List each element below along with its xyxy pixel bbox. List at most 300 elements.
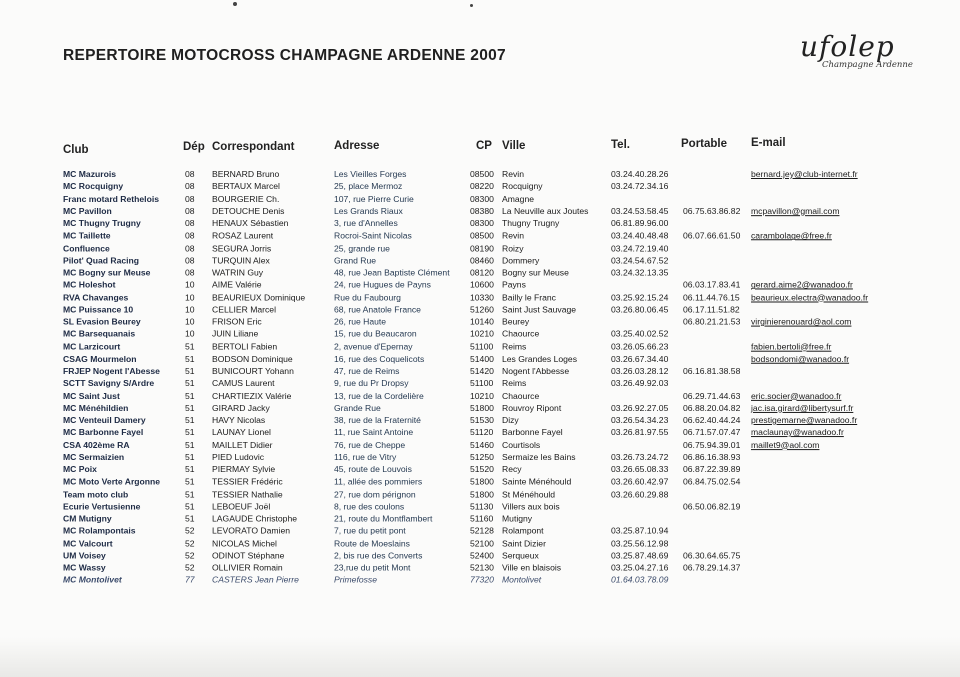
page-shadow (0, 637, 960, 677)
code-postal: 08190 (470, 242, 494, 253)
correspondant: HAVY Nicolas (212, 415, 266, 425)
telephone: 03.24.72.19.40 (611, 242, 669, 253)
telephone: 03.25.40.02.52 (611, 328, 669, 339)
portable: 06.78.29.14.37 (683, 562, 741, 573)
ville: St Ménéhould (502, 488, 556, 499)
adresse: 16, rue des Coquelicots (334, 353, 425, 364)
header-tel: Tel. (611, 139, 630, 151)
telephone: 03.26.49.92.03 (611, 378, 669, 389)
code-postal: 51100 (470, 378, 494, 389)
departement: 08 (185, 193, 195, 204)
telephone: 03.26.03.28.12 (611, 365, 669, 376)
adresse: 26, rue Haute (334, 316, 387, 327)
code-postal: 51520 (470, 464, 494, 475)
departement: 51 (185, 501, 195, 512)
ville: Bailly le Franc (502, 292, 556, 302)
ville: Reims (502, 378, 527, 389)
correspondant: CASTERS Jean Pierre (212, 574, 299, 585)
adresse: 11, rue Saint Antoine (334, 427, 414, 438)
correspondant: TESSIER Nathalie (212, 488, 283, 499)
departement: 51 (185, 488, 195, 499)
telephone: 03.25.04.27.16 (611, 562, 669, 573)
club-name: CM Mutigny (63, 513, 112, 524)
telephone: 03.25.87.10.94 (611, 525, 669, 536)
telephone: 03.24.72.34.16 (611, 181, 669, 192)
table-row (0, 488, 960, 500)
ville: Ville en blaisois (502, 562, 562, 573)
portable: 06.75.63.86.82 (683, 205, 741, 216)
email-link[interactable]: gerard.aime2@wanadoo.fr (751, 279, 853, 290)
correspondant: HENAUX Sébastien (212, 218, 289, 229)
club-name: CSAG Mourmelon (63, 353, 137, 364)
table-row (0, 439, 960, 451)
punch-mark (470, 4, 473, 7)
email-link[interactable]: jac.isa.girard@libertysurf.fr (751, 402, 854, 413)
email-link[interactable]: maillet9@aol.com (751, 439, 820, 450)
telephone: 03.25.56.12.98 (611, 538, 669, 548)
code-postal: 51100 (470, 341, 494, 352)
header-ville: Ville (502, 140, 526, 152)
departement: 08 (185, 205, 195, 216)
correspondant: BODSON Dominique (212, 353, 293, 364)
club-name: MC Venteuil Damery (63, 415, 146, 425)
table-row (0, 168, 960, 180)
departement: 51 (185, 390, 195, 401)
email-link[interactable]: bernard.jey@club-internet.fr (751, 169, 858, 179)
ville: Sermaize les Bains (502, 451, 576, 462)
table-row (0, 254, 960, 266)
code-postal: 08460 (470, 255, 494, 266)
club-name: MC Ménéhildien (63, 402, 129, 413)
portable: 06.62.40.44.24 (683, 415, 741, 425)
club-name: Pilot' Quad Racing (63, 255, 140, 266)
header-dep: Dép (183, 141, 205, 153)
club-name: MC Puissance 10 (63, 304, 134, 315)
table-row (0, 389, 960, 401)
ville: Beurey (502, 316, 530, 327)
ville: Serqueux (502, 550, 539, 561)
ville: Les Grandes Loges (502, 353, 578, 364)
departement: 08 (185, 169, 195, 179)
adresse: 2, bis rue des Converts (334, 550, 423, 561)
ufolep-logo (800, 30, 930, 80)
adresse: 68, rue Anatole France (334, 304, 421, 315)
adresse: 107, rue Pierre Curie (334, 193, 414, 204)
correspondant: FRISON Eric (212, 316, 262, 327)
table-row (0, 193, 960, 205)
ville: Dommery (502, 255, 540, 266)
ville: Villers aux bois (502, 501, 560, 512)
ville: Amagne (502, 193, 535, 204)
adresse: 25, place Mermoz (334, 181, 403, 192)
correspondant: BERNARD Bruno (212, 169, 280, 179)
departement: 51 (185, 341, 195, 352)
telephone: 03.26.80.06.45 (611, 304, 669, 315)
ville: Rocquigny (502, 181, 543, 192)
code-postal: 08300 (470, 193, 494, 204)
departement: 77 (185, 574, 195, 585)
correspondant: TURQUIN Alex (212, 255, 270, 266)
header-email: E-mail (751, 137, 786, 149)
club-name: Confluence (63, 242, 110, 253)
page-title: REPERTOIRE MOTOCROSS CHAMPAGNE ARDENNE 2007 (63, 47, 506, 64)
code-postal: 52100 (470, 538, 494, 548)
code-postal: 10330 (470, 292, 494, 302)
adresse: 11, allée des pommiers (334, 476, 423, 487)
correspondant: NICOLAS Michel (212, 538, 277, 548)
adresse: Grande Rue (334, 402, 381, 413)
email-link[interactable]: mcpavillon@gmail.com (751, 205, 840, 216)
portable: 06.17.11.51.82 (683, 304, 740, 315)
correspondant: JUIN Liliane (212, 328, 259, 339)
telephone: 03.26.67.34.40 (611, 353, 669, 364)
email-link[interactable]: virginierenouard@aol.com (751, 316, 852, 327)
code-postal: 77320 (470, 574, 494, 585)
telephone: 03.25.87.48.69 (611, 550, 669, 561)
club-name: MC Thugny Trugny (63, 218, 141, 229)
code-postal: 51530 (470, 415, 494, 425)
departement: 51 (185, 464, 195, 475)
club-name: Team moto club (63, 488, 129, 499)
departement: 52 (185, 562, 195, 573)
code-postal: 08500 (470, 230, 494, 241)
departement: 51 (185, 402, 195, 413)
telephone: 03.26.05.66.23 (611, 341, 669, 352)
code-postal: 08500 (470, 169, 494, 179)
departement: 10 (185, 328, 195, 339)
telephone: 03.24.53.58.45 (611, 205, 669, 216)
correspondant: MAILLET Didier (212, 439, 273, 450)
ville: Montolivet (502, 574, 542, 585)
ville: Saint Just Sauvage (502, 304, 577, 315)
code-postal: 51800 (470, 488, 494, 499)
departement: 52 (185, 538, 195, 548)
departement: 51 (185, 439, 195, 450)
correspondant: CAMUS Laurent (212, 378, 275, 389)
club-name: MC Pavillon (63, 205, 112, 216)
correspondant: BOURGERIE Ch. (212, 193, 280, 204)
code-postal: 51260 (470, 304, 494, 315)
table-row (0, 205, 960, 217)
correspondant: LAGAUDE Christophe (212, 513, 298, 524)
ville: Sainte Ménéhould (502, 476, 572, 487)
correspondant: BERTOLI Fabien (212, 341, 278, 352)
email-link[interactable]: fabien.bertoli@free.fr (751, 341, 832, 352)
adresse: 9, rue du Pr Dropsy (334, 378, 409, 389)
portable: 06.80.21.21.53 (683, 316, 741, 327)
code-postal: 08300 (470, 218, 494, 229)
club-name: MC Sermaizien (63, 451, 125, 462)
correspondant: GIRARD Jacky (212, 402, 270, 413)
code-postal: 52128 (470, 525, 494, 536)
ville: Payns (502, 279, 526, 290)
email-link[interactable]: carambolage@free.fr (751, 230, 832, 241)
club-name: MC Barbonne Fayel (63, 427, 144, 438)
adresse: 3, rue d'Annelles (334, 218, 398, 229)
adresse: 13, rue de la Cordelière (334, 390, 424, 401)
adresse: Primefosse (334, 574, 377, 585)
table-row (0, 377, 960, 389)
code-postal: 52130 (470, 562, 494, 573)
ville: Bogny sur Meuse (502, 267, 569, 278)
punch-mark (233, 2, 237, 6)
adresse: 24, rue Hugues de Payns (334, 279, 431, 290)
adresse: Route de Moeslains (334, 538, 410, 548)
club-name: MC Bogny sur Meuse (63, 267, 151, 278)
adresse: 27, rue dom pérignon (334, 488, 416, 499)
correspondant: BEAURIEUX Dominique (212, 292, 306, 302)
table-row (0, 230, 960, 242)
ville: Rouvroy Ripont (502, 402, 562, 413)
portable: 06.29.71.44.63 (683, 390, 741, 401)
email-link[interactable]: bodsondomi@wanadoo.fr (751, 353, 850, 364)
departement: 51 (185, 427, 195, 438)
correspondant: BUNICOURT Yohann (212, 365, 294, 376)
correspondant: ODINOT Stéphane (212, 550, 285, 561)
portable: 06.30.64.65.75 (683, 550, 741, 561)
email-link[interactable]: beaurieux.electra@wanadoo.fr (751, 292, 869, 302)
header-club: Club (63, 144, 89, 156)
departement: 51 (185, 513, 195, 524)
table-row (0, 217, 960, 229)
departement: 08 (185, 255, 195, 266)
table-row (0, 402, 960, 414)
portable: 06.50.06.82.19 (683, 501, 741, 512)
adresse: Les Grands Riaux (334, 205, 403, 216)
portable: 06.88.20.04.82 (683, 402, 741, 413)
adresse: 45, route de Louvois (334, 464, 412, 475)
telephone: 03.26.60.29.88 (611, 488, 669, 499)
club-name: MC Rocquigny (63, 181, 124, 192)
telephone: 03.26.73.24.72 (611, 451, 669, 462)
correspondant: LEBOEUF Joël (212, 501, 271, 512)
correspondant: OLLIVIER Romain (212, 562, 283, 573)
table-row (0, 353, 960, 365)
club-name: Ecurie Vertusienne (63, 501, 141, 512)
adresse: Grand Rue (334, 255, 377, 266)
departement: 51 (185, 415, 195, 425)
code-postal: 08220 (470, 181, 494, 192)
club-name: MC Holeshot (63, 279, 116, 290)
ville: Barbonne Fayel (502, 427, 563, 438)
telephone: 03.24.40.28.26 (611, 169, 669, 179)
table-row (0, 500, 960, 512)
adresse: 25, grande rue (334, 242, 390, 253)
header-adresse: Adresse (334, 140, 380, 152)
telephone: 03.24.32.13.35 (611, 267, 669, 278)
table-row (0, 463, 960, 475)
email-link[interactable]: maclaunay@wanadoo.fr (751, 427, 844, 438)
correspondant: CELLIER Marcel (212, 304, 276, 315)
code-postal: 10600 (470, 279, 494, 290)
club-name: MC Moto Verte Argonne (63, 476, 161, 487)
departement: 10 (185, 292, 195, 302)
adresse: Rue du Faubourg (334, 292, 401, 302)
adresse: 8, rue des coulons (334, 501, 405, 512)
table-row (0, 512, 960, 524)
ville: Chaource (502, 390, 540, 401)
ville: Recy (502, 464, 522, 475)
club-name: SL Evasion Beurey (63, 316, 141, 327)
telephone: 03.26.65.08.33 (611, 464, 669, 475)
table-row (0, 476, 960, 488)
adresse: 15, rue du Beaucaron (334, 328, 417, 339)
table-row (0, 279, 960, 291)
correspondant: PIERMAY Sylvie (212, 464, 276, 475)
club-name: MC Valcourt (63, 538, 113, 548)
portable: 06.84.75.02.54 (683, 476, 741, 487)
ville: Nogent l'Abbesse (502, 365, 570, 376)
telephone: 03.26.54.34.23 (611, 415, 669, 425)
ville: Chaource (502, 328, 540, 339)
code-postal: 51460 (470, 439, 494, 450)
club-name: MC Saint Just (63, 390, 120, 401)
departement: 10 (185, 304, 195, 315)
correspondant: PIED Ludovic (212, 451, 265, 462)
adresse: 23,rue du petit Mont (334, 562, 411, 573)
departement: 51 (185, 476, 195, 487)
departement: 51 (185, 451, 195, 462)
club-name: RVA Chavanges (63, 292, 129, 302)
club-name: CSA 402ème RA (63, 439, 130, 450)
adresse: 21, route du Montflambert (334, 513, 433, 524)
departement: 08 (185, 242, 195, 253)
telephone: 03.25.92.15.24 (611, 292, 669, 302)
table-row (0, 574, 960, 586)
ville: Roizy (502, 242, 524, 253)
departement: 52 (185, 525, 195, 536)
table-row (0, 537, 960, 549)
departement: 51 (185, 365, 195, 376)
correspondant: CHARTIEZIX Valérie (212, 390, 292, 401)
table-row (0, 562, 960, 574)
ville: Revin (502, 169, 524, 179)
portable: 06.75.94.39.01 (683, 439, 741, 450)
directory-table (0, 168, 960, 585)
portable: 06.07.66.61.50 (683, 230, 741, 241)
code-postal: 08380 (470, 205, 494, 216)
departement: 10 (185, 279, 195, 290)
telephone: 03.26.60.42.97 (611, 476, 669, 487)
adresse: 2, avenue d'Epernay (334, 341, 413, 352)
ville: Rolampont (502, 525, 544, 536)
telephone: 03.26.92.27.05 (611, 402, 669, 413)
correspondant: BERTAUX Marcel (212, 181, 280, 192)
club-name: MC Barsequanais (63, 328, 136, 339)
adresse: 116, rue de Vitry (334, 451, 397, 462)
table-row (0, 180, 960, 192)
departement: 51 (185, 378, 195, 389)
code-postal: 51160 (470, 513, 494, 524)
table-row (0, 242, 960, 254)
club-name: MC Montolivet (63, 574, 122, 585)
email-link[interactable]: eric.socier@wanadoo.fr (751, 390, 842, 401)
portable: 06.16.81.38.58 (683, 365, 741, 376)
ville: Thugny Trugny (502, 218, 560, 229)
code-postal: 51800 (470, 402, 494, 413)
table-row (0, 451, 960, 463)
code-postal: 51800 (470, 476, 494, 487)
portable: 06.71.57.07.47 (683, 427, 741, 438)
correspondant: AIME Valérie (212, 279, 262, 290)
email-link[interactable]: prestigemarne@wanadoo.fr (751, 415, 858, 425)
logo-main-text: ufolep (800, 30, 895, 63)
correspondant: LEVORATO Damien (212, 525, 291, 536)
code-postal: 52400 (470, 550, 494, 561)
portable: 06.87.22.39.89 (683, 464, 741, 475)
table-row (0, 549, 960, 561)
header-cp: CP (476, 140, 492, 152)
code-postal: 51120 (470, 427, 494, 438)
portable: 06.11.44.76.15 (683, 292, 740, 302)
table-row (0, 328, 960, 340)
correspondant: DETOUCHE Denis (212, 205, 285, 216)
departement: 08 (185, 181, 195, 192)
adresse: Les Vieilles Forges (334, 169, 407, 179)
ville: Dizy (502, 415, 519, 425)
table-row (0, 365, 960, 377)
correspondant: LAUNAY Lionel (212, 427, 271, 438)
club-name: MC Mazurois (63, 169, 116, 179)
ville: Reims (502, 341, 527, 352)
correspondant: TESSIER Frédéric (212, 476, 283, 487)
code-postal: 51250 (470, 451, 494, 462)
code-postal: 51400 (470, 353, 494, 364)
table-row (0, 426, 960, 438)
club-name: MC Rolampontais (63, 525, 136, 536)
code-postal: 51420 (470, 365, 494, 376)
code-postal: 10140 (470, 316, 494, 327)
code-postal: 51130 (470, 501, 494, 512)
ville: La Neuville aux Joutes (502, 205, 589, 216)
club-name: MC Taillette (63, 230, 111, 241)
adresse: 48, rue Jean Baptiste Clément (334, 267, 450, 278)
club-name: MC Larzicourt (63, 341, 121, 352)
table-row (0, 303, 960, 315)
telephone: 03.24.40.48.48 (611, 230, 669, 241)
table-row (0, 316, 960, 328)
table-row (0, 414, 960, 426)
correspondant: ROSAZ Laurent (212, 230, 274, 241)
code-postal: 10210 (470, 390, 494, 401)
ville: Saint Dizier (502, 538, 546, 548)
correspondant: SEGURA Jorris (212, 242, 272, 253)
adresse: 76, rue de Cheppe (334, 439, 406, 450)
adresse: 47, rue de Reims (334, 365, 400, 376)
code-postal: 10210 (470, 328, 494, 339)
club-name: MC Poix (63, 464, 97, 475)
telephone: 06.81.89.96.00 (611, 218, 669, 229)
ville: Mutigny (502, 513, 533, 524)
ville: Courtisols (502, 439, 541, 450)
table-row (0, 340, 960, 352)
club-name: FRJEP Nogent l'Abesse (63, 365, 160, 376)
club-name: UM Voisey (63, 550, 106, 561)
portable: 06.86.16.38.93 (683, 451, 741, 462)
telephone: 03.26.81.97.55 (611, 427, 669, 438)
adresse: 7, rue du petit pont (334, 525, 406, 536)
ville: Revin (502, 230, 524, 241)
table-row (0, 525, 960, 537)
club-name: SCTT Savigny S/Ardre (63, 378, 155, 389)
departement: 51 (185, 353, 195, 364)
telephone: 03.24.54.67.52 (611, 255, 669, 266)
adresse: Rocroi-Saint Nicolas (334, 230, 412, 241)
club-name: Franc motard Rethelois (63, 193, 159, 204)
adresse: 38, rue de la Fraternité (334, 415, 421, 425)
table-row (0, 291, 960, 303)
departement: 10 (185, 316, 195, 327)
